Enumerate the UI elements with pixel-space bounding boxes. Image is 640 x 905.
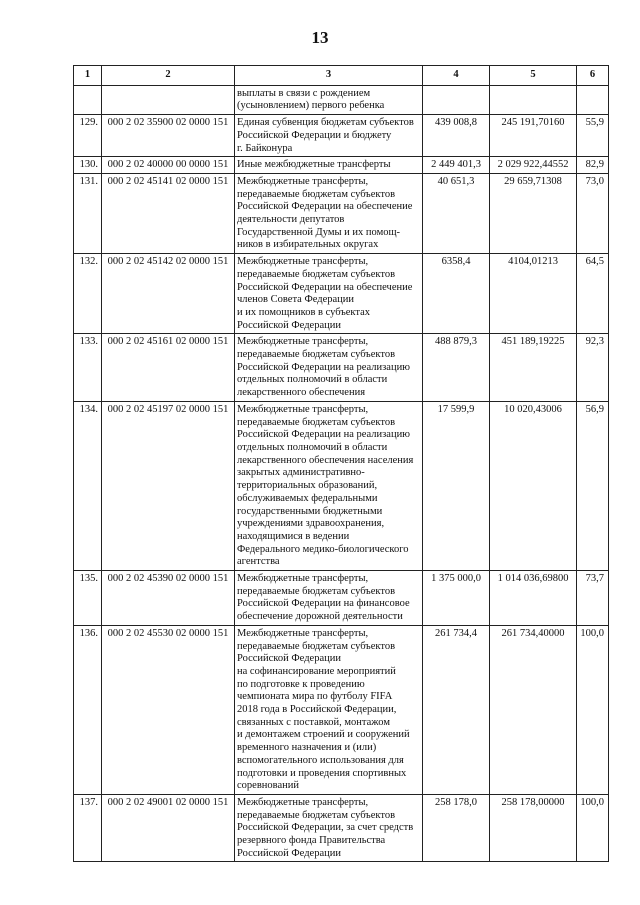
col6-percent: 100,0 [577,625,609,794]
continuation-col4-cell [423,85,490,114]
col5-amount: 451 189,19225 [490,334,577,402]
desc-line: передаваемые бюджетам субъектов [237,416,396,428]
col4-amount: 261 734,4 [423,625,490,794]
table-body [74,85,609,862]
desc-line: государственными бюджетными [237,505,383,517]
desc-line: передаваемые бюджетам субъектов [237,640,396,652]
row-description [235,157,423,174]
desc-line: территориальных образований, [237,480,378,492]
desc-line: вспомогательного использования для [237,754,404,766]
continuation-col6-cell [577,85,609,114]
row-description [235,334,423,402]
row-description [235,794,423,862]
table-header-row [74,66,609,86]
desc-line: Межбюджетные трансферты, [237,336,369,348]
desc-line: членов Совета Федерации [237,294,355,306]
desc-line: Российской Федерации на обеспечение [237,281,413,293]
desc-line: Межбюджетные трансферты, [237,573,369,585]
col6-percent: 56,9 [577,401,609,570]
desc-line: резервного фонда Правительства [237,835,386,847]
table-row [74,571,609,626]
desc-line: соревнований [237,780,299,792]
table-row [74,115,609,157]
desc-line: отдельных полномочий в области [237,374,388,386]
continuation-desc-cell [235,85,423,114]
col6-percent: 82,9 [577,157,609,174]
desc-line: обслуживаемых федеральными [237,492,378,504]
col6-percent: 64,5 [577,254,609,334]
desc-line: Российской Федерации на финансовое [237,598,410,610]
budget-code: 000 2 02 45142 02 0000 151 [102,254,235,334]
col5-amount: 10 020,43006 [490,401,577,570]
row-number: 134. [74,401,102,570]
desc-line: Межбюджетные трансферты, [237,627,369,639]
desc-line: выплаты в связи с рождением [237,87,371,99]
desc-line: Российской Федерации [237,319,341,331]
budget-code: 000 2 02 45390 02 0000 151 [102,571,235,626]
table-row [74,401,609,570]
desc-line: Федерального медико-биологического [237,543,409,555]
budget-code: 000 2 02 40000 00 0000 151 [102,157,235,174]
col6-percent: 73,7 [577,571,609,626]
budget-code: 000 2 02 45141 02 0000 151 [102,173,235,253]
row-number: 135. [74,571,102,626]
col5-amount: 29 659,71308 [490,173,577,253]
continuation-num-cell [74,85,102,114]
col4-amount: 6358,4 [423,254,490,334]
row-description [235,173,423,253]
desc-line: связанных с поставкой, монтажом [237,716,390,728]
col4-amount: 40 651,3 [423,173,490,253]
row-number: 131. [74,173,102,253]
row-description [235,401,423,570]
row-number: 129. [74,115,102,157]
desc-line: агентства [237,556,280,568]
desc-line: на софинансирование мероприятий [237,665,396,677]
budget-code: 000 2 02 45530 02 0000 151 [102,625,235,794]
col4-amount: 488 879,3 [423,334,490,402]
col6-percent: 92,3 [577,334,609,402]
col4-amount: 2 449 401,3 [423,157,490,174]
desc-line: Межбюджетные трансферты, [237,403,369,415]
desc-line: передаваемые бюджетам субъектов [237,585,396,597]
header-col-5: 5 [490,66,577,86]
desc-line: Российской Федерации на обеспечение [237,201,413,213]
col5-amount: 2 029 922,44552 [490,157,577,174]
row-description [235,571,423,626]
col4-amount: 258 178,0 [423,794,490,862]
header-col-1: 1 [74,66,102,86]
desc-line: передаваемые бюджетам субъектов [237,188,396,200]
desc-line: 2018 года в Российской Федерации, [237,704,397,716]
header-col-3: 3 [235,66,423,86]
desc-line: лекарственного обеспечения населения [237,454,414,466]
desc-line: Государственной Думы и их помощ- [237,226,401,238]
continuation-code-cell [102,85,235,114]
table-row [74,157,609,174]
desc-line: учреждениями здравоохранения, [237,518,385,530]
row-description [235,254,423,334]
col6-percent: 73,0 [577,173,609,253]
header-col-6: 6 [577,66,609,86]
table-row [74,625,609,794]
col5-amount: 245 191,70160 [490,115,577,157]
page-number: 13 [311,28,329,47]
row-number: 133. [74,334,102,402]
col5-amount: 4104,01213 [490,254,577,334]
row-number: 137. [74,794,102,862]
row-description [235,115,423,157]
row-number: 132. [74,254,102,334]
col4-amount: 1 375 000,0 [423,571,490,626]
col6-percent: 55,9 [577,115,609,157]
desc-line: Российской Федерации [237,847,341,859]
desc-line: г. Байконура [237,142,293,154]
desc-line: передаваемые бюджетам субъектов [237,349,396,361]
desc-line: чемпионата мира по футболу FIFA [237,691,393,703]
desc-line: подготовки и проведения спортивных [237,767,407,779]
col6-percent: 100,0 [577,794,609,862]
col5-amount: 258 178,00000 [490,794,577,862]
budget-code: 000 2 02 35900 02 0000 151 [102,115,235,157]
desc-line: Иные межбюджетные трансферты [237,159,391,171]
table-row [74,173,609,253]
desc-line: Межбюджетные трансферты, [237,175,369,187]
col4-amount: 439 008,8 [423,115,490,157]
desc-line: по подготовке к проведению [237,678,365,690]
row-number: 130. [74,157,102,174]
desc-line: передаваемые бюджетам субъектов [237,809,396,821]
continuation-col5-cell [490,85,577,114]
desc-line: ников в избирательных округах [237,239,379,251]
desc-line: Российской Федерации, за счет средств [237,822,414,834]
col4-amount: 17 599,9 [423,401,490,570]
desc-line: временного назначения и (или) [237,742,377,754]
desc-line: и их помощников в субъектах [237,306,371,318]
desc-line: Межбюджетные трансферты, [237,256,369,268]
budget-code: 000 2 02 45161 02 0000 151 [102,334,235,402]
desc-line: Российской Федерации и бюджету [237,129,392,141]
continuation-row [74,85,609,114]
row-description [235,625,423,794]
header-col-4: 4 [423,66,490,86]
desc-line: обеспечение дорожной деятельности [237,611,403,623]
desc-line: и демонтажем строений и сооружений [237,729,410,741]
budget-code: 000 2 02 49001 02 0000 151 [102,794,235,862]
desc-line: деятельности депутатов [237,214,345,226]
col5-amount: 1 014 036,69800 [490,571,577,626]
col5-amount: 261 734,40000 [490,625,577,794]
budget-table [73,65,609,862]
header-col-2: 2 [102,66,235,86]
table-row [74,794,609,862]
budget-code: 000 2 02 45197 02 0000 151 [102,401,235,570]
desc-line: закрытых административно- [237,467,365,479]
table-row [74,334,609,402]
desc-line: Российской Федерации на реализацию [237,429,411,441]
desc-line: лекарственного обеспечения [237,387,366,399]
desc-line: отдельных полномочий в области [237,441,388,453]
table-row [74,254,609,334]
desc-line: передаваемые бюджетам субъектов [237,268,396,280]
desc-line: Российской Федерации на реализацию [237,361,411,373]
desc-line: находящимися в ведении [237,530,350,542]
desc-line: Российской Федерации [237,653,341,665]
desc-line: (усыновлением) первого ребенка [237,100,385,112]
desc-line: Единая субвенция бюджетам субъектов [237,117,414,129]
desc-line: Межбюджетные трансферты, [237,796,369,808]
row-number: 136. [74,625,102,794]
